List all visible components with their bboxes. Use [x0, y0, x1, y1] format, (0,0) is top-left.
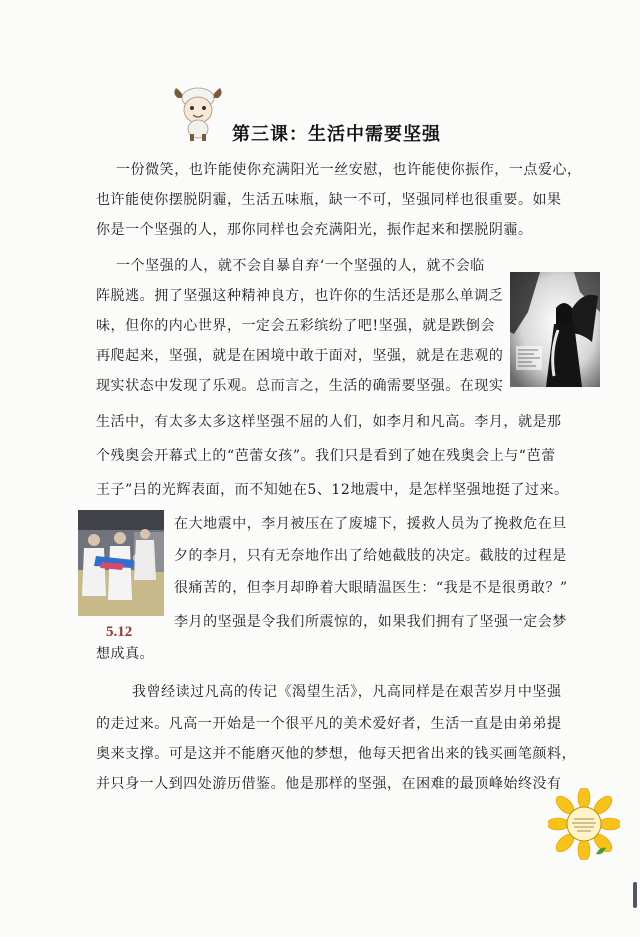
text-line: 并只身一人到四处游历借鉴。他是那样的坚强，在困难的最顶峰始终没有 [96, 776, 562, 792]
sunflower-icon [548, 788, 620, 860]
text-line: 生活中，有太多太多这样坚强不屈的人们，如李月和凡高。李月，就是那 [96, 414, 562, 430]
text-line: 阵脱逃。拥了坚强这种精神良方，也许你的生活还是那么单调乏 [96, 288, 504, 304]
text-line: 再爬起来，坚强，就是在困境中敢于面对，坚强，就是在悲观的 [96, 348, 504, 364]
gothic-girl-image [510, 272, 600, 387]
text-line: 也许能使你摆脱阴霾，生活五味瓶，缺一不可，坚强同样也很重要。如果 [96, 192, 562, 208]
text-line: 味，但你的内心世界，一定会五彩缤纷了吧!坚强，就是跌倒会 [96, 318, 496, 334]
text-line: 现实状态中发现了乐观。总而言之，生活的确需要坚强。在现实 [96, 378, 504, 394]
text-line: 想成真。 [96, 646, 155, 662]
photo-caption: 5.12 [106, 624, 133, 640]
earthquake-rescue-photo [78, 510, 164, 616]
text-line: 一个坚强的人，就不会自暴自弃‘一个坚强的人，就不会临 [116, 258, 485, 274]
text-line: 我曾经读过凡高的传记《渴望生活》，凡高同样是在艰苦岁月中坚强 [132, 684, 562, 700]
text-line: 李月的坚强是令我们所震惊的，如果我们拥有了坚强一定会梦 [174, 614, 567, 630]
text-line: 一份微笑，也许能使你充满阳光一丝安慰，也许能使你振作，一点爱心， [116, 162, 582, 178]
text-line: 很痛苦的，但李月却睁着大眼睛温医生：“我是不是很勇敢？” [174, 580, 568, 596]
text-line: 的走过来。凡高一开始是一个很平凡的美术爱好者，生活一直是由弟弟提 [96, 716, 562, 732]
scrollbar-thumb[interactable] [633, 882, 637, 908]
text-line: 奥来支撑。可是这并不能磨灭他的梦想，他每天把省出来的钱买画笔颜料， [96, 746, 577, 762]
text-line: 王子”吕的光辉表面，而不知她在5、12地震中，是怎样坚强地挺了过来。 [96, 482, 569, 498]
text-line: 夕的李月，只有无奈地作出了给她截肢的决定。截肢的过程是 [174, 548, 567, 564]
text-line: 你是一个坚强的人，那你同样也会充满阳光，振作起来和摆脱阴霾。 [96, 222, 533, 238]
sheep-mascot-icon [172, 84, 224, 142]
text-line: 在大地震中，李月被压在了废墟下，援救人员为了挽救危在旦 [174, 516, 567, 532]
lesson-title: 第三课：生活中需要坚强 [232, 124, 441, 145]
text-line: 个残奥会开幕式上的“芭蕾女孩”。我们只是看到了她在残奥会上与“芭蕾 [96, 448, 556, 464]
